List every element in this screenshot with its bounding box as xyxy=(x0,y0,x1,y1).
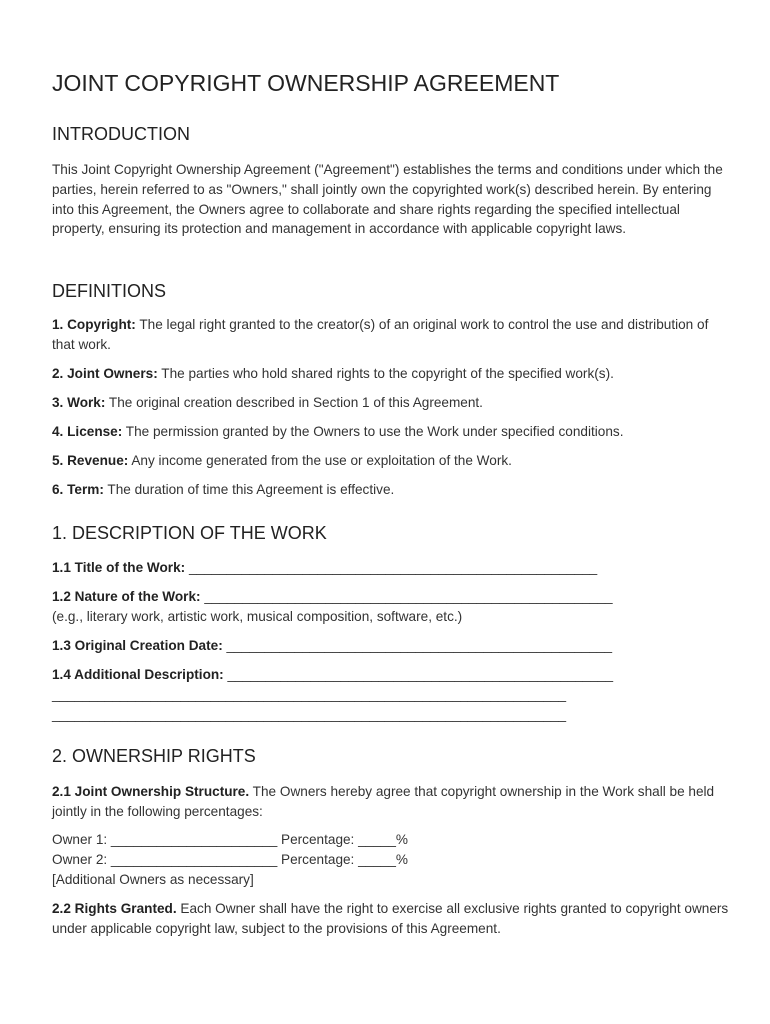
introduction-text: This Joint Copyright Ownership Agreement ("Agreement") establishes the terms and conditions under which the parties, herein referred to as "Owners," shall jointly own the copyrighted work(s) described herein. By entering into this Agreement, the Owners agree to collaborate and share rights regarding the specified intellectual property, ensuring its protection and management in accordance with applicable copyright laws. xyxy=(52,162,723,237)
definition-term: 3. Work: xyxy=(52,395,106,410)
additional-owners-note: [Additional Owners as necessary] xyxy=(52,872,254,887)
ownership-structure-text: The Owners hereby agree that copyright ownership in the Work shall be held jointly in the following percentages: xyxy=(52,784,715,819)
owner-2-line: Owner 2: ______________________ Percentage: _____% xyxy=(52,852,408,867)
work-nature-field xyxy=(52,587,613,607)
definition-text: The duration of time this Agreement is effective. xyxy=(103,482,395,497)
definition-work xyxy=(52,393,732,413)
definition-term: 1. Copyright: xyxy=(52,317,136,332)
definition-copyright xyxy=(52,315,732,355)
work-nature-hint: (e.g., literary work, artistic work, musical composition, software, etc.) xyxy=(52,609,463,624)
description-heading: 1. DESCRIPTION OF THE WORK xyxy=(52,523,327,543)
ownership-structure xyxy=(52,782,732,822)
creation-date-field xyxy=(52,636,612,656)
work-title-blank: ______________________________________________________ xyxy=(185,560,598,575)
owner-1-line: Owner 1: ______________________ Percentage: _____% xyxy=(52,832,408,847)
definition-text: The original creation described in Section 1 of this Agreement. xyxy=(105,395,483,410)
definition-joint-owners xyxy=(52,364,732,384)
definition-term: 4. License: xyxy=(52,424,123,439)
definition-text: The parties who hold shared rights to the copyright of the specified work(s). xyxy=(157,366,614,381)
work-nature-blank: ______________________________________________________ xyxy=(200,589,613,604)
ownership-heading: 2. OWNERSHIP RIGHTS xyxy=(52,746,256,766)
rights-granted-term: 2.2 Rights Granted. xyxy=(52,901,177,916)
work-title-field xyxy=(52,558,597,578)
additional-description-line-1: ____________________________________________________________________ xyxy=(52,687,567,702)
definition-term: 2. Joint Owners: xyxy=(52,366,158,381)
definition-text: The permission granted by the Owners to use the Work under specified conditions. xyxy=(122,424,624,439)
work-nature-label: 1.2 Nature of the Work: xyxy=(52,589,201,604)
definition-term: 5. Revenue: xyxy=(52,453,129,468)
rights-granted-text: Each Owner shall have the right to exercise all exclusive rights granted to copyright owners under applicable copyright law, subject to the provisions of this Agreement. xyxy=(52,901,729,936)
definition-term-item xyxy=(52,480,732,500)
definition-revenue xyxy=(52,451,732,471)
additional-description-field xyxy=(52,665,613,685)
rights-granted xyxy=(52,899,732,939)
introduction-heading: INTRODUCTION xyxy=(52,124,190,144)
definition-text: The legal right granted to the creator(s) of an original work to control the use and distribution of that work. xyxy=(52,317,709,352)
work-title-label: 1.1 Title of the Work: xyxy=(52,560,186,575)
definition-license xyxy=(52,422,732,442)
creation-date-label: 1.3 Original Creation Date: xyxy=(52,638,223,653)
document-title: JOINT COPYRIGHT OWNERSHIP AGREEMENT xyxy=(52,70,560,96)
definition-term: 6. Term: xyxy=(52,482,104,497)
ownership-structure-term: 2.1 Joint Ownership Structure. xyxy=(52,784,250,799)
definitions-heading: DEFINITIONS xyxy=(52,281,167,301)
additional-description-line-2: ____________________________________________________________________ xyxy=(52,707,567,722)
additional-description-blank: ___________________________________________________ xyxy=(223,667,614,682)
creation-date-blank: ___________________________________________________ xyxy=(222,638,613,653)
definition-text: Any income generated from the use or exploitation of the Work. xyxy=(128,453,512,468)
additional-description-label: 1.4 Additional Description: xyxy=(52,667,224,682)
